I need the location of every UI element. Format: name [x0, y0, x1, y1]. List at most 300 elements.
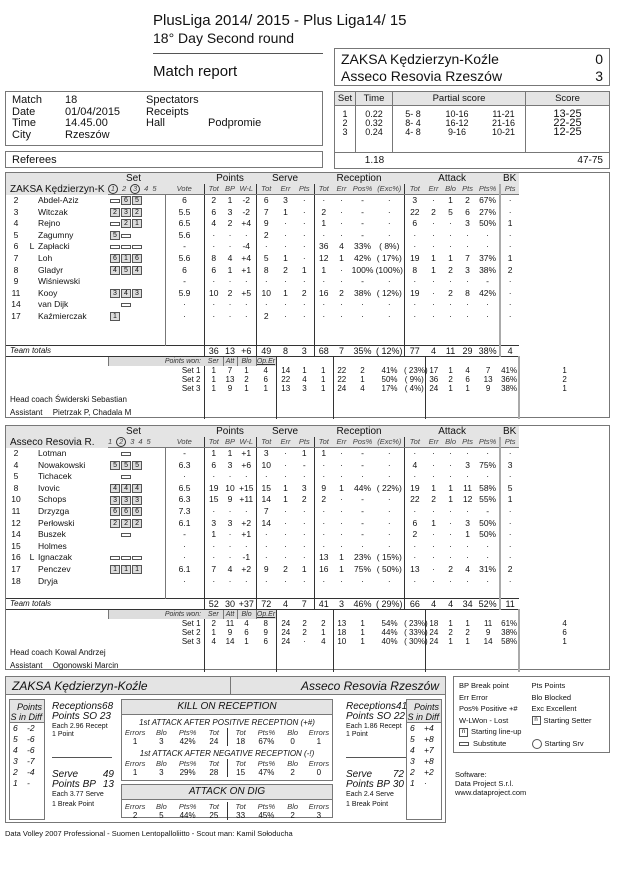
set-stat-cell: 4: [360, 384, 365, 394]
stat-cell: 2: [227, 218, 233, 229]
set-label: Set 3: [108, 384, 204, 393]
starting-position: 4: [132, 266, 142, 275]
stat-cell: 2: [314, 494, 333, 506]
empty-cell: [314, 406, 333, 419]
starting-position: 2: [121, 519, 131, 528]
col-err: Err: [425, 184, 442, 195]
player-row: [6, 195, 609, 207]
empty-cell: [223, 334, 237, 346]
empty-cell: [350, 659, 375, 672]
set-stat-cell: 24: [425, 637, 442, 646]
set-stat-cell: 1: [321, 628, 326, 638]
points-won-label: Points won:: [108, 357, 204, 367]
player-number: 17: [11, 563, 21, 574]
empty-cell: [108, 323, 165, 335]
total-cell: 34: [459, 599, 476, 610]
stat-cell: 1: [431, 482, 436, 493]
stat-cell: 19: [404, 253, 425, 265]
stat-cell: 7: [465, 252, 470, 263]
empty-cell: [459, 610, 476, 620]
stat-cell: ·: [500, 506, 519, 518]
kill-value: 15: [227, 768, 253, 777]
stat-cell: 4: [339, 241, 344, 252]
match-time: 14.45.00: [65, 117, 108, 129]
set-stat-cell: 13: [333, 619, 350, 628]
points-won-cell: 1: [211, 384, 216, 394]
stat-cell: ·: [449, 218, 452, 229]
stat-cell: 23%: [354, 552, 372, 563]
player-sets: [108, 241, 165, 253]
player-number: 5: [13, 471, 19, 482]
stat-cell: ·: [500, 541, 519, 553]
empty-cell: [425, 659, 442, 672]
each-serve: Each 3.77 Serve: [52, 791, 104, 798]
stat-cell: ·: [500, 230, 519, 242]
stat-cell: ·: [302, 529, 306, 540]
points-won-cell: 9: [263, 628, 268, 638]
stat-cell: 75%: [354, 563, 372, 574]
stat-cell: 6.1: [165, 564, 204, 576]
round-title: 18° Day Second round: [153, 30, 295, 46]
spacer: [6, 357, 108, 367]
stat-cell: ( 50%): [376, 563, 402, 574]
stat-cell: ·: [256, 471, 276, 483]
stat-cell: ·: [449, 448, 452, 458]
player-name: Witczak: [38, 206, 68, 217]
stat-cell: 6: [165, 195, 204, 207]
team-totals-label: Team totals: [6, 599, 204, 610]
col-pts: Pts: [459, 437, 476, 448]
points-diff: -4: [27, 767, 35, 777]
set-number-col-value: 3: [342, 127, 348, 137]
player-number: 8: [13, 264, 19, 275]
set-stat-cell: 6: [519, 628, 609, 637]
player-role: [26, 576, 38, 588]
empty-cell: [276, 334, 295, 346]
score-header: Score: [555, 93, 580, 104]
stat-cell: ·: [449, 540, 452, 551]
player-number: 11: [11, 505, 21, 516]
points-score: 6: [13, 723, 18, 733]
stat-cell: ·: [486, 471, 490, 482]
stat-cell: 5: [448, 206, 453, 217]
spacer: [204, 646, 276, 659]
kill-value: 33: [227, 811, 253, 820]
kill-value: 3: [316, 811, 322, 820]
stat-cell: ·: [387, 505, 391, 516]
player-row: [6, 564, 609, 576]
time-label: Time: [12, 117, 37, 129]
spacer: [6, 619, 108, 628]
team-totals-row: [6, 346, 609, 357]
stat-cell: 10: [225, 482, 235, 493]
stat-cell: ·: [404, 541, 425, 553]
stat-cell: +1: [241, 264, 252, 275]
player-row: [6, 460, 609, 472]
player-sets: [108, 311, 165, 323]
stat-cell: ·: [432, 241, 435, 252]
empty-cell: [350, 610, 375, 620]
stat-cell: ·: [404, 241, 425, 253]
player-row: [6, 448, 609, 460]
player-role: [26, 448, 38, 460]
set-header: Set: [335, 92, 356, 105]
col-exc: (Exc%): [375, 184, 404, 195]
report-title: Match report: [153, 63, 238, 80]
stat-cell: ·: [387, 195, 391, 205]
stat-cell: ·: [387, 540, 391, 551]
points-so-label: Points SO: [52, 711, 98, 722]
set-stat-cell: ( 23%): [404, 366, 428, 376]
kill-col-header: Tot: [208, 759, 219, 768]
stat-cell: ·: [302, 540, 306, 551]
points-score: 3: [410, 756, 415, 766]
stat-cell: 1: [301, 448, 307, 458]
set-numbers: [108, 437, 165, 448]
player-name: Zapłacki: [38, 241, 70, 252]
stat-cell: 1: [204, 448, 223, 460]
set-stat-cell: 4: [465, 366, 470, 376]
stat-cell: 1: [339, 482, 344, 493]
pw-col-header: Op.Er: [256, 358, 276, 366]
attack-header: Attack: [404, 426, 500, 437]
empty-cell: [276, 393, 295, 406]
stat-cell: ·: [165, 471, 204, 483]
stat-cell: 4: [204, 218, 223, 230]
set-stat-cell: 7: [485, 366, 491, 376]
stat-cell: ·: [302, 276, 306, 287]
stat-cell: 10: [256, 288, 276, 300]
starting-server-circle: 1: [108, 184, 118, 194]
kill-col-header: Pts%: [178, 728, 197, 737]
stat-cell: 5.9: [165, 288, 204, 300]
stat-cell: ·: [302, 471, 306, 482]
stat-cell: 3: [500, 460, 519, 472]
player-role: [26, 230, 38, 242]
points-won-cell: 1: [211, 366, 216, 376]
spacer: [6, 384, 108, 393]
stat-cell: 1: [448, 252, 453, 263]
empty-cell: [404, 646, 425, 659]
partial-score: 4- 8: [405, 127, 421, 137]
empty-cell: [404, 323, 425, 335]
points-diff: +7: [424, 745, 434, 755]
stat-cell: ( 12%): [376, 287, 402, 298]
stat-cell: ·: [314, 230, 333, 242]
stat-cell: ·: [486, 540, 490, 551]
points-won-cell: 7: [227, 366, 233, 376]
stat-cell: 2: [448, 264, 453, 275]
head-coach-row: [6, 393, 609, 406]
total-cell: 3: [295, 346, 314, 357]
empty-cell: [314, 357, 333, 367]
set-points-row: [6, 384, 609, 393]
total-cell: 4: [500, 346, 519, 357]
set-time-col-value: 0.24: [365, 127, 383, 137]
empty-cell: [425, 393, 442, 406]
stat-cell: ·: [387, 206, 391, 217]
starting-position: 5: [132, 196, 142, 205]
stat-cell: 2: [301, 494, 307, 505]
set-stat-cell: 2: [465, 628, 470, 638]
empty-cell: [442, 334, 459, 346]
player-role: L: [29, 552, 35, 563]
empty-cell: [276, 646, 295, 659]
away-team-table: [5, 425, 610, 670]
empty-cell: [500, 659, 519, 672]
set-score-col-value: 22-25: [553, 117, 582, 129]
empty-cell: [276, 587, 295, 599]
city-name: Rzeszów: [65, 128, 110, 141]
kill-col-header: Tot: [208, 802, 219, 811]
player-number: 14: [11, 299, 21, 310]
assistant-coach-row: [6, 406, 609, 419]
stat-cell: ·: [361, 575, 364, 586]
assistant-coach-row: [6, 659, 609, 672]
empty-cell: [350, 587, 375, 599]
empty-cell: [375, 646, 404, 659]
set-label: Set 1: [108, 366, 204, 375]
set-stat-cell: 1: [465, 637, 470, 647]
starting-position: 5: [121, 461, 131, 470]
substitute-icon: [121, 234, 131, 238]
total-cell: 13: [224, 346, 235, 357]
player-number: 3: [13, 206, 19, 217]
substitute-icon: [121, 245, 131, 249]
set-header: Set: [108, 173, 165, 184]
empty-cell: [333, 610, 350, 620]
empty-cell: [165, 587, 204, 599]
empty-cell: [333, 646, 350, 659]
stat-cell: ·: [466, 552, 469, 563]
set-label: Set 2: [108, 375, 204, 384]
player-role: [26, 311, 38, 323]
set-stat-cell: 9: [485, 384, 491, 394]
points-so-value: 22: [393, 711, 405, 722]
stat-cell: ·: [387, 276, 391, 287]
stat-cell: +2: [241, 517, 252, 528]
total-cell: 4: [425, 346, 442, 357]
empty-cell: [404, 587, 425, 599]
stat-cell: ·: [244, 310, 248, 321]
empty-cell: [333, 406, 350, 419]
stat-cell: ·: [361, 540, 364, 551]
stat-cell: -2: [242, 195, 251, 205]
empty-cell: [375, 357, 404, 367]
spacer: [204, 406, 276, 419]
stat-cell: +11: [239, 494, 254, 505]
player-name: Holmes: [38, 540, 67, 551]
stat-cell: 1: [339, 563, 344, 574]
stat-cell: ·: [500, 448, 519, 460]
set-label: Set 3: [108, 637, 204, 646]
stat-cell: 2: [283, 264, 288, 275]
points-won-cell: 9: [227, 384, 233, 394]
set-time-col-value: 0.32: [365, 118, 383, 128]
empty-cell: [459, 323, 476, 335]
stat-cell: ·: [500, 288, 519, 300]
stat-cell: ·: [449, 310, 452, 321]
player-role: [26, 195, 38, 207]
set-number: 5: [146, 437, 151, 446]
empty-cell: [442, 659, 459, 672]
set-number: 3: [130, 437, 135, 446]
stat-cell: 27%: [479, 206, 497, 217]
total-cell: 7: [295, 599, 314, 610]
stat-cell: ·: [340, 529, 343, 540]
player-number: 4: [13, 218, 19, 229]
points-won-cell: 2: [211, 619, 216, 629]
reception-header: Reception: [314, 426, 404, 437]
kill-value: 2: [132, 811, 138, 820]
stat-cell: ·: [204, 552, 223, 564]
player-role: [26, 276, 38, 288]
stat-cell: ·: [302, 218, 306, 229]
stat-cell: ·: [432, 563, 435, 574]
stat-cell: ·: [340, 505, 343, 516]
player-role: [26, 253, 38, 265]
player-number: 12: [11, 517, 21, 528]
assistant-coach-label: Assistant: [10, 408, 43, 418]
empty-cell: [314, 659, 333, 672]
starting-position: 1: [121, 565, 131, 574]
empty-cell: [459, 646, 476, 659]
total-cell: 29: [459, 346, 476, 357]
stat-cell: -: [165, 276, 204, 288]
stat-cell: 2: [431, 494, 436, 505]
total-cell: 72: [256, 599, 276, 610]
stat-cell: 2: [465, 195, 470, 205]
player-row: [6, 288, 609, 300]
stat-cell: ·: [432, 540, 435, 551]
bk-header: BK: [500, 426, 519, 437]
stat-cell: ·: [228, 575, 232, 586]
starting-server-circle: 2: [116, 437, 126, 447]
stat-cell: ·: [314, 541, 333, 553]
empty-cell: [425, 587, 442, 599]
league-title: PlusLiga 2014/ 2015 - Plus Liga14/ 15: [153, 12, 407, 29]
empty-cell: [375, 393, 404, 406]
empty-cell: [350, 393, 375, 406]
stat-cell: 16: [314, 564, 333, 576]
stat-cell: ·: [387, 517, 391, 528]
col-tot: Tot: [404, 437, 425, 448]
one-break-point: 1 Break Point: [346, 801, 389, 808]
set-stat-cell: 40%: [381, 637, 398, 647]
stat-cell: ·: [387, 310, 391, 321]
col-tot: Tot: [204, 184, 223, 195]
kill-col-header: Blo: [287, 759, 299, 768]
partial-score: 5- 8: [405, 109, 421, 119]
legend-pts: Pts Points: [531, 681, 566, 690]
empty-cell: [314, 334, 333, 346]
starting-position: 1: [132, 219, 142, 228]
player-sets: [108, 253, 165, 265]
serve-value: 49: [102, 769, 114, 780]
player-name: Kooy: [38, 287, 58, 298]
stat-cell: -: [361, 494, 364, 505]
empty-cell: [476, 334, 500, 346]
col-wl: W-L: [237, 437, 256, 448]
stat-cell: ·: [284, 505, 287, 516]
player-name: Tichacek: [38, 471, 72, 482]
player-role: [26, 518, 38, 530]
stat-cell: -: [361, 505, 364, 516]
legend-err: Err Error: [459, 692, 488, 702]
stat-cell: ·: [500, 299, 519, 311]
stat-cell: -: [165, 529, 204, 541]
stat-cell: 1: [227, 264, 233, 275]
player-sets: [108, 576, 165, 588]
stat-cell: 10: [256, 460, 276, 472]
stat-cell: ·: [314, 529, 333, 541]
set-stat-cell: 1: [465, 384, 470, 394]
stat-cell: 3: [301, 482, 307, 493]
summary-box: [5, 676, 446, 823]
stat-cell: -: [361, 276, 364, 287]
stat-cell: +15: [239, 482, 254, 493]
starting-position: 6: [121, 196, 131, 205]
empty-cell: [26, 334, 38, 346]
empty-cell: [459, 659, 476, 672]
set-stat-cell: 1: [360, 628, 365, 638]
set-number: 4: [138, 437, 143, 446]
stat-cell: ·: [387, 529, 391, 540]
stat-cell: ·: [387, 471, 391, 482]
stat-cell: 100%: [351, 264, 374, 275]
starting-position: 5: [110, 231, 120, 240]
empty-cell: [204, 334, 223, 346]
starting-position: 2: [132, 208, 142, 217]
set-header: Set: [108, 426, 165, 437]
empty-cell: [314, 393, 333, 406]
partial-score: 8- 4: [405, 118, 421, 128]
stat-cell: ·: [449, 575, 452, 586]
stat-cell: ·: [432, 310, 435, 321]
stat-cell: ·: [486, 241, 489, 252]
player-name: Penczev: [38, 563, 71, 574]
receptions-value: 68: [102, 701, 114, 712]
kill-value: 1: [132, 737, 138, 746]
stat-cell: 4: [227, 252, 233, 263]
stat-cell: ·: [256, 576, 276, 588]
set-score-col-value: 13-25: [553, 108, 582, 120]
empty-cell: [26, 323, 38, 335]
kill-col-header: Blo: [155, 802, 167, 811]
spacer: [204, 659, 276, 672]
away-sets-won: 3: [595, 68, 603, 84]
col-bp: BP: [225, 437, 236, 446]
stat-cell: 1: [448, 195, 453, 205]
stat-cell: ·: [340, 218, 343, 229]
starting-position: 6: [110, 254, 120, 263]
empty-cell: [500, 334, 519, 346]
each-serve: Each 2.4 Serve: [346, 791, 394, 798]
kill-on-reception: [121, 699, 333, 818]
starting-server-icon: [532, 739, 542, 749]
player-role: [26, 299, 38, 311]
stat-cell: ·: [284, 529, 287, 540]
stat-cell: 44%: [354, 482, 372, 493]
software-label: Software:: [455, 770, 487, 779]
stat-cell: 67%: [479, 195, 497, 205]
stat-cell: 6.1: [165, 518, 204, 530]
set-stat-cell: 2: [448, 628, 453, 638]
stat-cell: ·: [432, 552, 435, 563]
stat-cell: 13: [314, 552, 333, 564]
empty-cell: [476, 610, 500, 620]
stat-cell: ·: [387, 448, 391, 458]
